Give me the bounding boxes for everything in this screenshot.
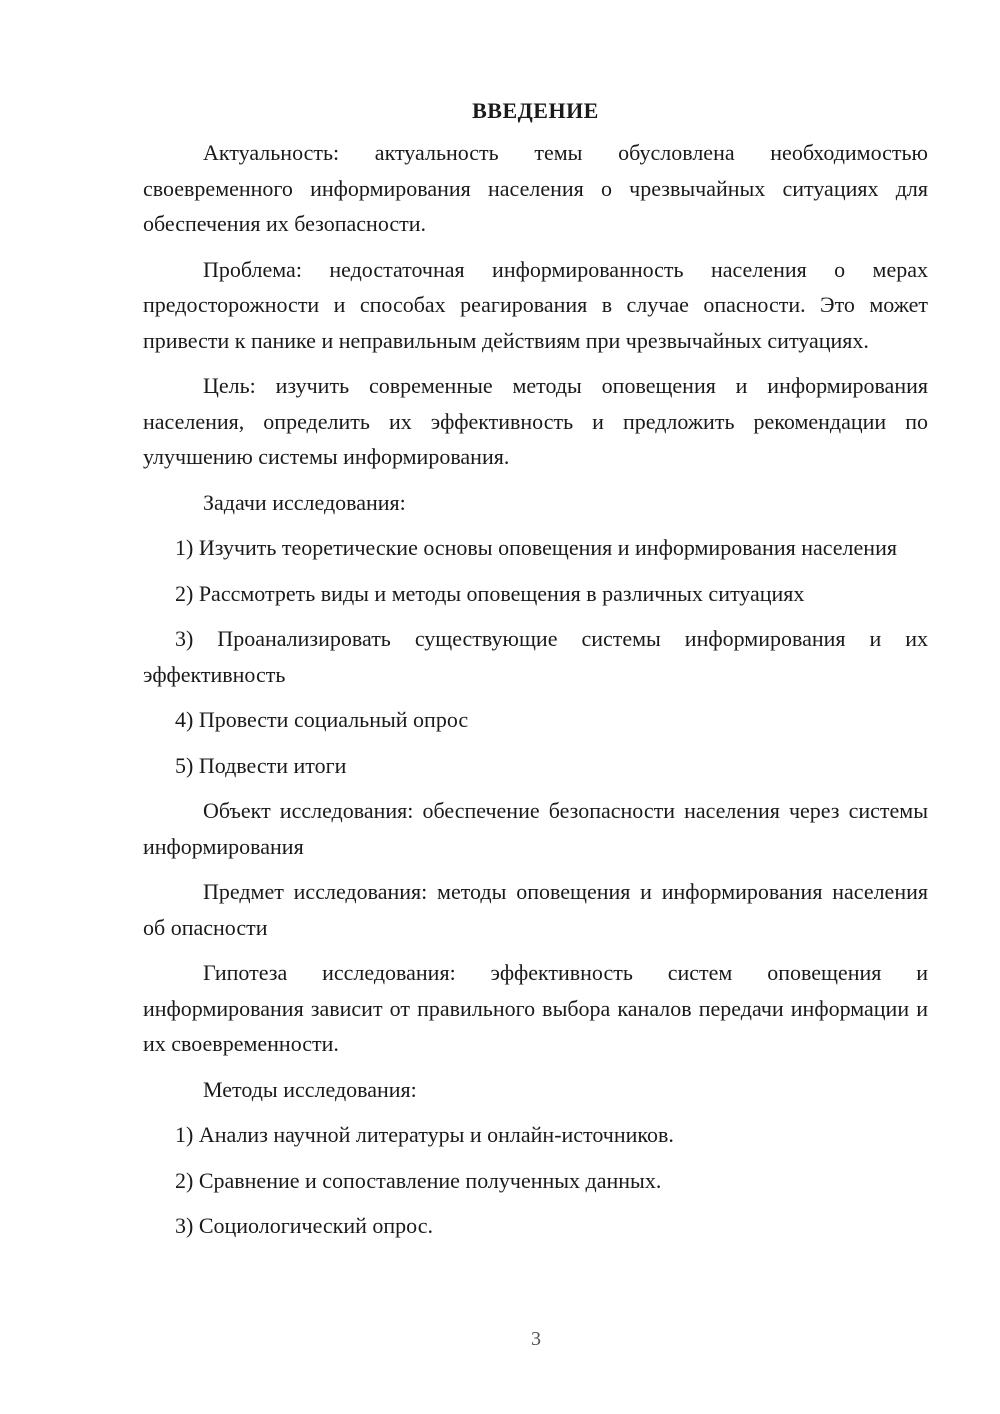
page-content bbox=[143, 93, 928, 1254]
subject-paragraph: Предмет исследования: методы оповещения и информирования населения об опасности bbox=[143, 879, 928, 940]
method-item-1: 1) Анализ научной литературы и онлайн-источников. bbox=[175, 1122, 674, 1147]
problem-paragraph: Проблема: недостаточная информированность населения о мерах предосторожности и способах реагирования в случае опасности. Это может привести к панике и неправильным действиям при чрезвычайных ситуациях. bbox=[143, 256, 928, 353]
methods-heading: Методы исследования: bbox=[203, 1076, 417, 1102]
method-item-2: 2) Сравнение и сопоставление полученных данных. bbox=[175, 1167, 662, 1193]
section-title: ВВЕДЕНИЕ bbox=[472, 98, 599, 123]
page-number: 3 bbox=[531, 1328, 541, 1350]
object-paragraph: Объект исследования: обеспечение безопасности населения через системы информирования bbox=[143, 798, 928, 859]
task-item-1: 1) Изучить теоретические основы оповещения и информирования населения bbox=[175, 535, 897, 560]
task-item-3: 3) Проанализировать существующие системы информирования и их эффективность bbox=[143, 626, 928, 687]
tasks-heading: Задачи исследования: bbox=[203, 489, 406, 515]
task-item-4: 4) Провести социальный опрос bbox=[175, 707, 469, 732]
goal-paragraph: Цель: изучить современные методы оповещения и информирования населения, определить их эффективность и предложить рекомендации по улучшению системы информирования. bbox=[143, 373, 928, 469]
task-item-5: 5) Подвести итоги bbox=[175, 752, 347, 778]
relevance-paragraph: Актуальность: актуальность темы обусловлена необходимостью своевременного информирования населения о чрезвычайных ситуациях для обеспечения их безопасности. bbox=[143, 140, 928, 236]
task-item-2: 2) Рассмотреть виды и методы оповещения в различных ситуациях bbox=[175, 580, 805, 606]
method-item-3: 3) Социологический опрос. bbox=[175, 1213, 433, 1238]
hypothesis-paragraph: Гипотеза исследования: эффективность систем оповещения и информирования зависит от правильного выбора каналов передачи информации и их своевременности. bbox=[143, 960, 928, 1056]
